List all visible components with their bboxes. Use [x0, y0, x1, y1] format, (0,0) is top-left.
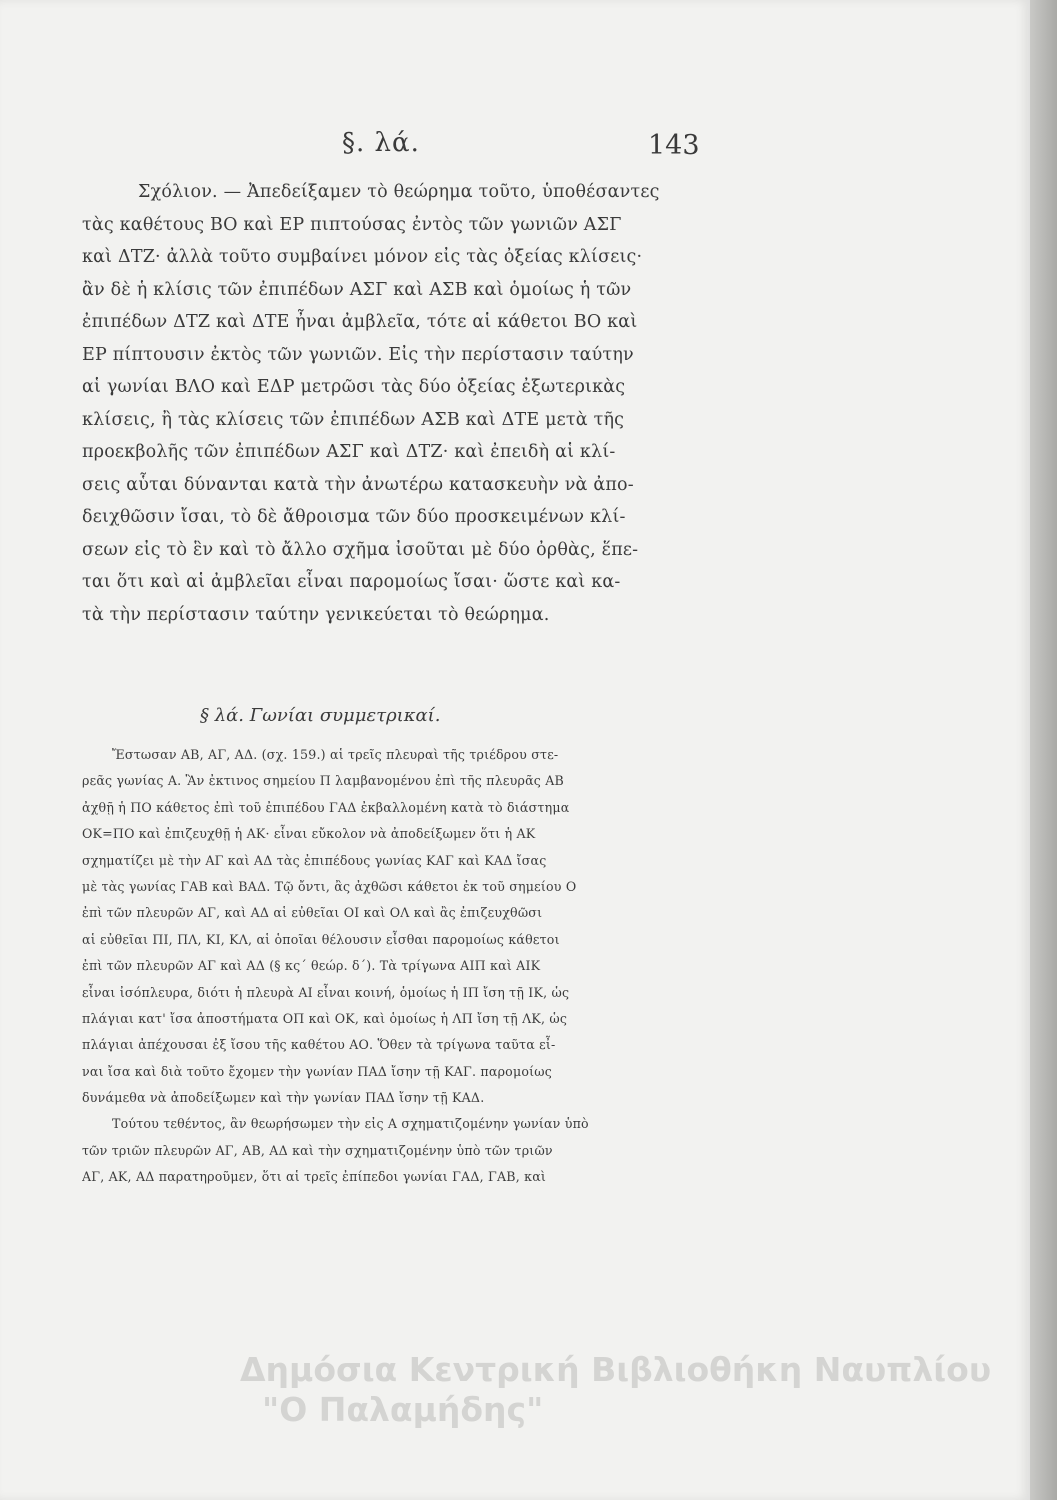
text-line: ται ὅτι καὶ αἱ ἀμβλεῖαι εἶναι παρομοίως ἴσαι· ὥστε καὶ κα- — [82, 572, 621, 592]
small-text-line: πλάγιαι κατ' ἴσα ἀποστήματα ΟΠ καὶ ΟΚ, καὶ ὁμοίως ἡ ΛΠ ἴση τῇ ΛΚ, ὡς — [82, 1010, 568, 1026]
small-text-line: ΟΚ=ΠΟ καὶ ἐπιζευχθῇ ἡ ΑΚ· εἶναι εὔκολον νὰ ἀποδείξωμεν ὅτι ἡ ΑΚ — [82, 826, 536, 842]
text-line: σεων εἰς τὸ ἓν καὶ τὸ ἄλλο σχῆμα ἰσοῦται μὲ δύο ὀρθὰς, ἕπε- — [82, 539, 639, 560]
small-text-line: δυνάμεθα νὰ ἀποδείξωμεν καὶ τὴν γωνίαν ΠΑΔ ἴσην τῇ ΚΑΔ. — [82, 1090, 485, 1106]
scholion-paragraph — [82, 176, 697, 631]
text-line: αἱ γωνίαι ΒΛΟ καὶ ΕΔΡ μετρῶσι τὰς δύο ὀξείας ἐξωτερικὰς — [82, 377, 626, 397]
text-line: τὰ τὴν περίστασιν ταύτην γενικεύεται τὸ θεώρημα. — [82, 604, 550, 625]
small-text-line: ἐπὶ τῶν πλευρῶν ΑΓ καὶ ΑΔ (§ κς΄ θεώρ. δ΄). Τὰ τρίγωνα ΑΙΠ καὶ ΑΙΚ — [82, 958, 541, 974]
small-text-line: πλάγιαι ἀπέχουσαι ἐξ ἴσου τῆς καθέτου ΑΟ. Ὅθεν τὰ τρίγωνα ταῦτα εἶ- — [82, 1037, 556, 1053]
small-text-line: εἶναι ἰσόπλευρα, διότι ἡ πλευρὰ ΑΙ εἶναι κοινή, ὁμοίως ἡ ΙΠ ἴση τῇ ΙΚ, ὡς — [82, 984, 570, 1000]
small-text-line: αἱ εὐθεῖαι ΠΙ, ΠΛ, ΚΙ, ΚΛ, αἱ ὁποῖαι θέλουσιν εἶσθαι παρομοίως κάθετοι — [82, 931, 560, 947]
text-line: ἂν δὲ ἡ κλίσις τῶν ἐπιπέδων ΑΣΓ καὶ ΑΣΒ καὶ ὁμοίως ἡ τῶν — [82, 279, 632, 300]
text-line: δειχθῶσιν ἴσαι, τὸ δὲ ἄθροισμα τῶν δύο προσκειμένων κλί- — [82, 507, 626, 527]
page-header — [0, 128, 1030, 168]
page-number: 143 — [648, 130, 700, 161]
small-text-line: ἀχθῇ ἡ ΠΟ κάθετος ἐπὶ τοῦ ἐπιπέδου ΓΑΔ ἐκβαλλομένη κατὰ τὸ διάστημα — [82, 799, 570, 815]
text-line: τὰς καθέτους ΒΟ καὶ ΕΡ πιπτούσας ἐντὸς τῶν γωνιῶν ΑΣΓ — [82, 214, 622, 235]
text-line: Σχόλιον. — Ἀπεδείξαμεν τὸ θεώρημα τοῦτο, ὑποθέσαντες — [138, 182, 660, 202]
library-watermark-line2: "Ο Παλαμήδης" — [262, 1390, 544, 1429]
small-text-line: Ἔστωσαν ΑΒ, ΑΓ, ΑΔ. (σχ. 159.) αἱ τρεῖς πλευραὶ τῆς τριέδρου στε- — [112, 747, 559, 762]
small-text-line: ἐπὶ τῶν πλευρῶν ΑΓ, καὶ ΑΔ αἱ εὐθεῖαι ΟΙ καὶ ΟΛ καὶ ἂς ἐπιζευχθῶσι — [82, 905, 543, 921]
page-edge — [1030, 0, 1057, 1500]
section-subheading: § λά. Γωνίαι συμμετρικαί. — [200, 705, 441, 726]
text-line: κλίσεις, ἢ τὰς κλίσεις τῶν ἐπιπέδων ΑΣΒ καὶ ΔΤΕ μετὰ τῆς — [82, 409, 625, 430]
small-text-line: μὲ τὰς γωνίας ΓΑΒ καὶ ΒΑΔ. Τῷ ὄντι, ἂς ἀχθῶσι κάθετοι ἐκ τοῦ σημείου Ο — [82, 878, 577, 894]
small-text-line: Τούτου τεθέντος, ἂν θεωρήσωμεν τὴν εἰς Α σχηματιζομένην γωνίαν ὑπὸ — [112, 1116, 589, 1132]
text-line: σεις αὗται δύνανται κατὰ τὴν ἀνωτέρω κατασκευὴν νὰ ἀπο- — [82, 474, 634, 495]
small-text-line: ΑΓ, ΑΚ, ΑΔ παρατηροῦμεν, ὅτι αἱ τρεῖς ἐπίπεδοι γωνίαι ΓΑΔ, ΓΑΒ, καὶ — [82, 1169, 547, 1185]
small-text-line: σχηματίζει μὲ τὴν ΑΓ καὶ ΑΔ τὰς ἐπιπέδους γωνίας ΚΑΓ καὶ ΚΑΔ ἴσας — [82, 852, 547, 868]
text-line: προεκβολῆς τῶν ἐπιπέδων ΑΣΓ καὶ ΔΤΖ· καὶ ἐπειδὴ αἱ κλί- — [82, 442, 616, 462]
small-text-line: τῶν τριῶν πλευρῶν ΑΓ, ΑΒ, ΑΔ καὶ τὴν σχηματιζομένην ὑπὸ τῶν τριῶν — [82, 1142, 553, 1158]
text-line: ἐπιπέδων ΔΤΖ καὶ ΔΤΕ ἦναι ἀμβλεῖα, τότε αἱ κάθετοι ΒΟ καὶ — [82, 312, 638, 332]
small-text-line: ναι ἴσα καὶ διὰ τοῦτο ἔχομεν τὴν γωνίαν ΠΑΔ ἴσην τῇ ΚΑΓ. παρομοίως — [82, 1063, 552, 1079]
body-paragraph — [82, 742, 697, 1191]
text-line: ΕΡ πίπτουσιν ἐκτὸς τῶν γωνιῶν. Εἰς τὴν περίστασιν ταύτην — [82, 344, 634, 365]
section-mark: §. λά. — [342, 128, 420, 158]
small-text-line: ρεᾶς γωνίας Α. Ἂν ἐκτινος σημείου Π λαμβανομένου ἐπὶ τῆς πλευρᾶς ΑΒ — [82, 773, 564, 789]
library-watermark-line1: Δημόσια Κεντρική Βιβλιοθήκη Ναυπλίου — [240, 1350, 992, 1389]
text-line: καὶ ΔΤΖ· ἀλλὰ τοῦτο συμβαίνει μόνον εἰς τὰς ὀξείας κλίσεις· — [82, 247, 643, 267]
